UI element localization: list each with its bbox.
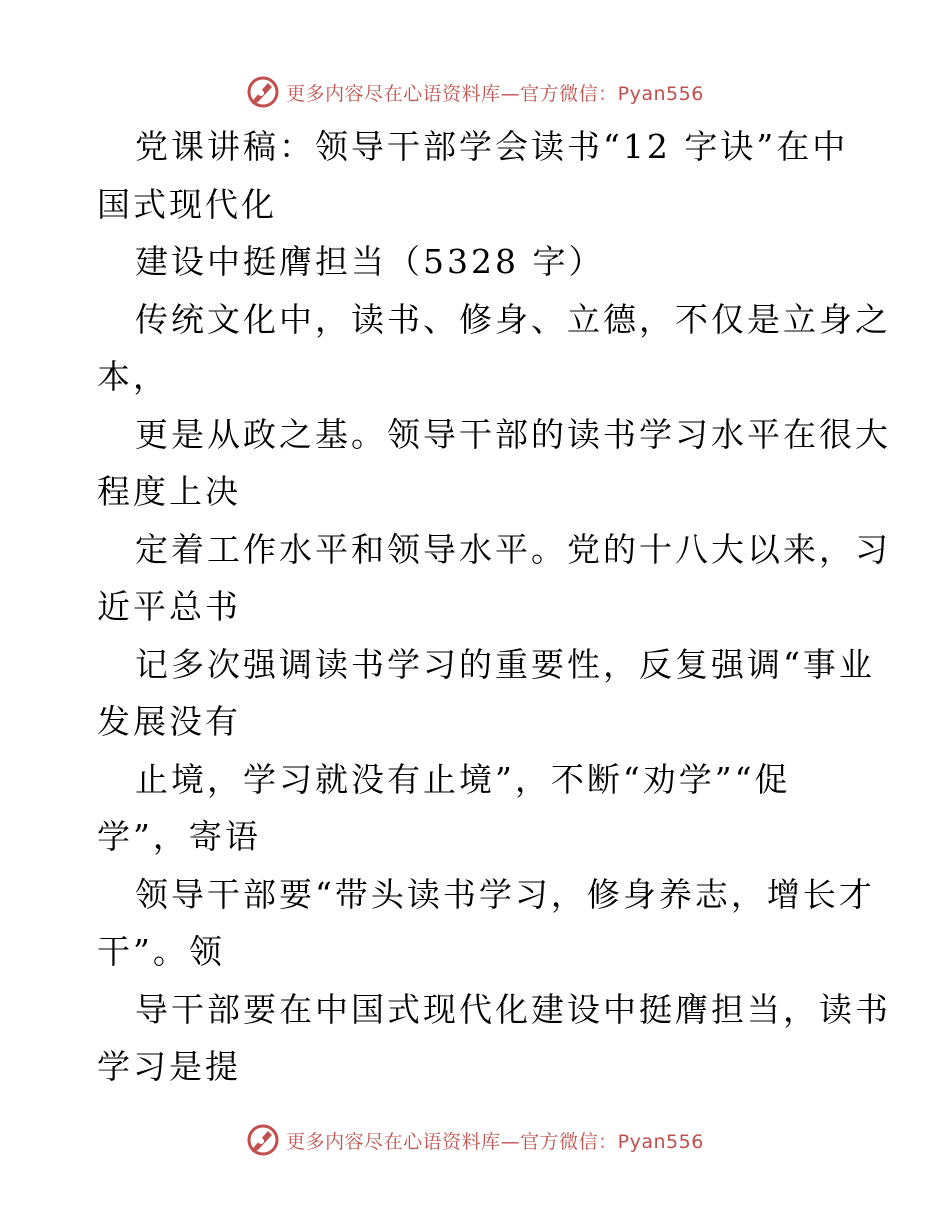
- document-body: [97, 118, 891, 1096]
- text-line: 党课讲稿：领导干部学会读书“12 字诀”在中: [135, 127, 849, 166]
- text-line: 近平总书: [97, 587, 241, 626]
- text-line: 发展没有: [97, 702, 241, 741]
- header-banner: [0, 72, 950, 112]
- text-line: 国式现代化: [97, 184, 277, 224]
- hand-pen-logo-icon: [246, 75, 280, 109]
- text-line: 本，: [97, 357, 169, 396]
- text-line: 学”，寄语: [97, 817, 261, 856]
- header-banner-text: 更多内容尽在心语资料库—官方微信：Pyan556: [286, 82, 704, 105]
- footer-banner-text: 更多内容尽在心语资料库—官方微信：Pyan556: [286, 1130, 704, 1153]
- text-line: 传统文化中，读书、修身、立德，不仅是立身之: [135, 299, 891, 339]
- footer-banner: [0, 1120, 950, 1160]
- text-line: 学习是提: [97, 1047, 241, 1086]
- text-line: 导干部要在中国式现代化建设中挺膺担当，读书: [135, 989, 891, 1029]
- text-line: 定着工作水平和领导水平。党的十八大以来，习: [135, 529, 891, 569]
- text-line: 建设中挺膺担当（5328 字）: [135, 242, 605, 281]
- text-line: 干”。领: [97, 932, 225, 971]
- text-line: 程度上决: [97, 472, 241, 511]
- text-line: 止境，学习就没有止境”，不断“劝学”“促: [135, 759, 791, 799]
- text-line: 记多次强调读书学习的重要性，反复强调“事业: [135, 644, 875, 684]
- text-line: 更是从政之基。领导干部的读书学习水平在很大: [135, 414, 891, 454]
- hand-pen-logo-icon: [246, 1123, 280, 1157]
- text-line: 领导干部要“带头读书学习，修身养志，增长才: [135, 874, 875, 914]
